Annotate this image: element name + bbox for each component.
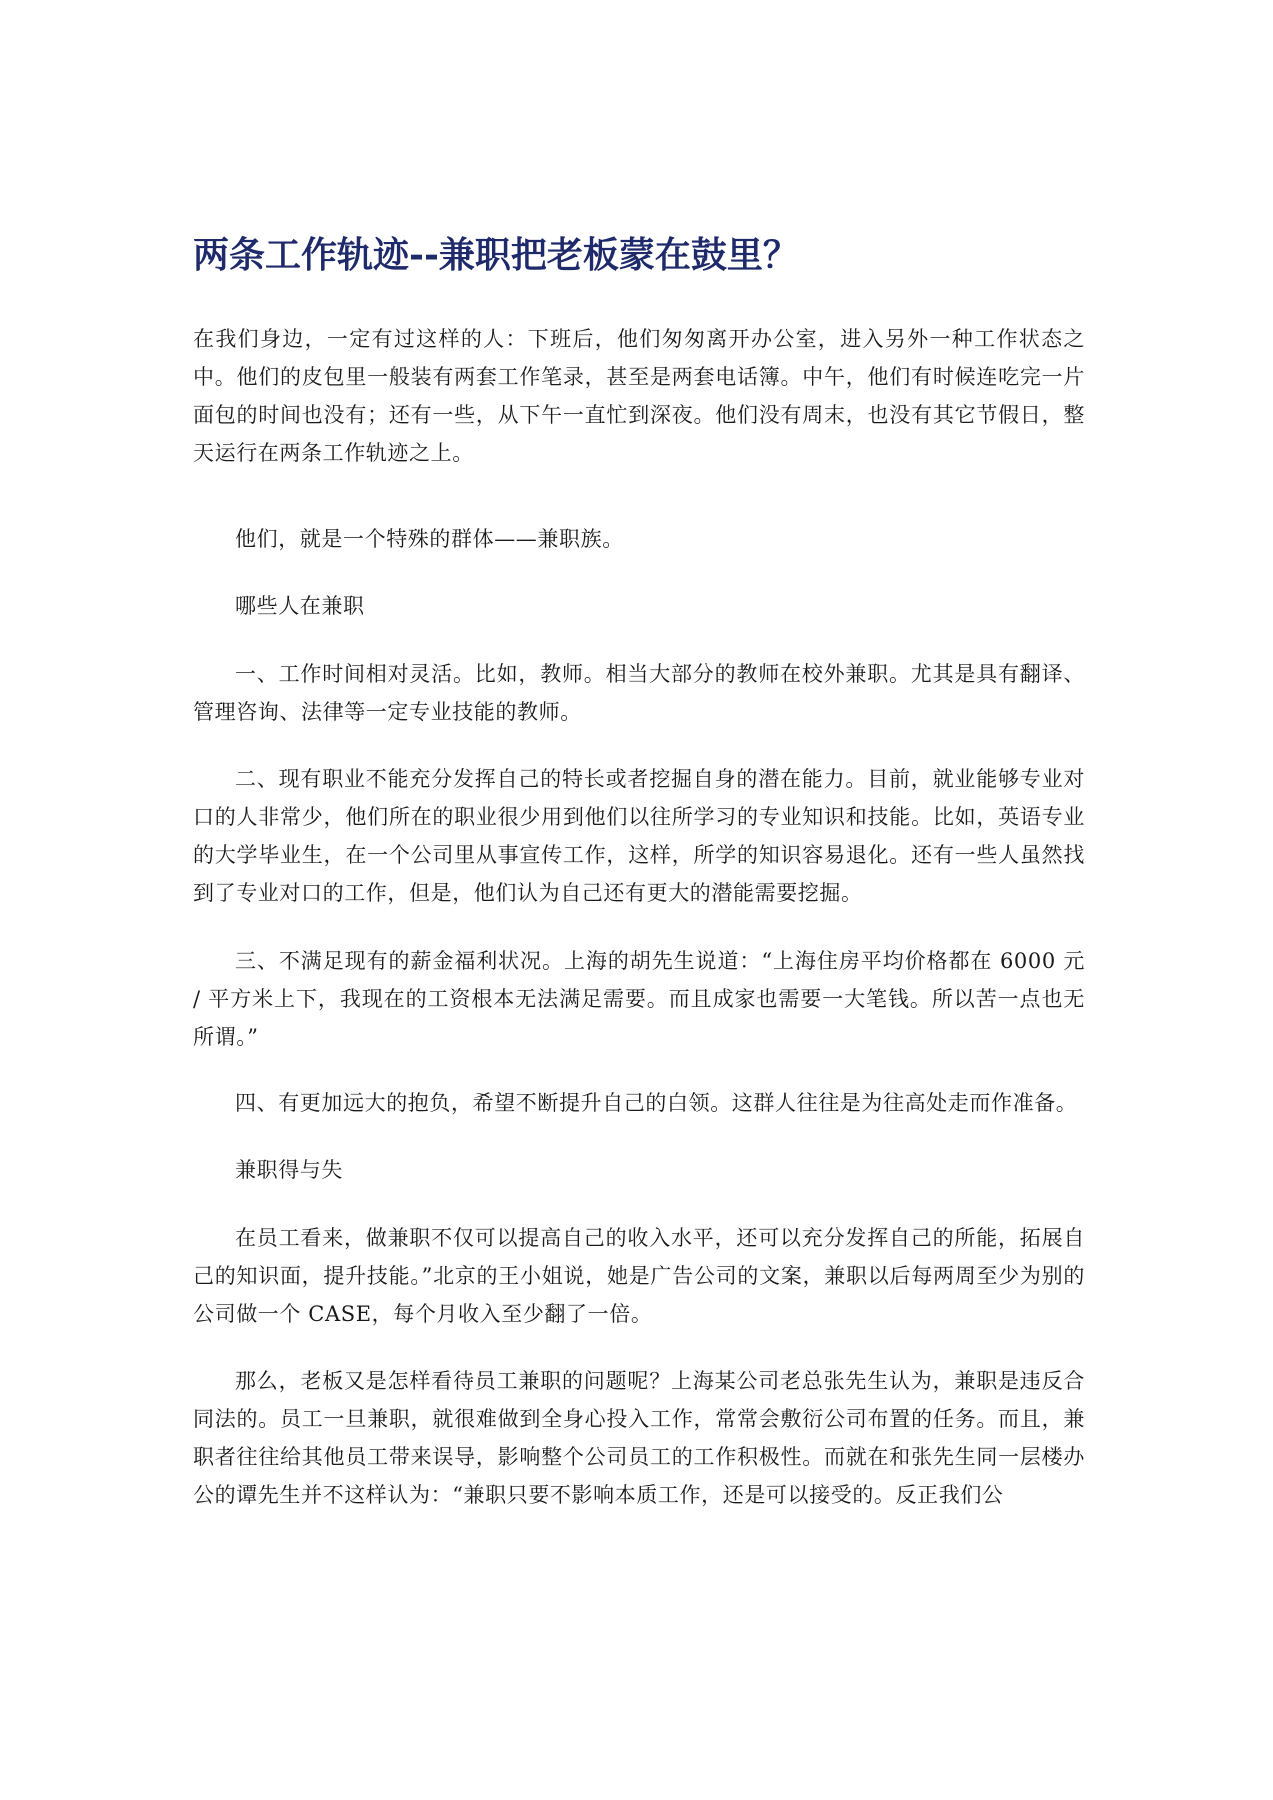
paragraph-boss-view: 那么，老板又是怎样看待员工兼职的问题呢？上海某公司老总张先生认为，兼职是违反合同法的。员工一旦兼职，就很难做到全身心投入工作，常常会敷衍公司布置的任务。而且，兼职者往往给其他员工带来误导，影响整个公司员工的工作积极性。而就在和张先生同一层楼办公的谭先生并不这样认为：“兼职只要不影响本质工作，还是可以接受的。反正我们公 bbox=[193, 1369, 1085, 1507]
section-heading-who: 哪些人在兼职 bbox=[235, 594, 365, 618]
paragraph-group-definition: 他们，就是一个特殊的群体——兼职族。 bbox=[235, 527, 624, 551]
document-title: 两条工作轨迹--兼职把老板蒙在鼓里？ bbox=[193, 234, 799, 276]
section-heading-gain-loss: 兼职得与失 bbox=[235, 1158, 343, 1182]
paragraph-reason-2: 二、现有职业不能充分发挥自己的特长或者挖掘自身的潜在能力。目前，就业能够专业对口的人非常少，他们所在的职业很少用到他们以往所学习的专业知识和技能。比如，英语专业的大学毕业生，在一个公司里从事宣传工作，这样，所学的知识容易退化。还有一些人虽然找到了专业对口的工作，但是，他们认为自己还有更大的潜能需要挖掘。 bbox=[193, 767, 1085, 905]
paragraph-reason-3: 三、不满足现有的薪金福利状况。上海的胡先生说道：“上海住房平均价格都在 6000 元 / 平方米上下，我现在的工资根本无法满足需要。而且成家也需要一大笔钱。所以苦一点也无所谓。” bbox=[193, 949, 1085, 1049]
paragraph-employee-view: 在员工看来，做兼职不仅可以提高自己的收入水平，还可以充分发挥自己的所能，拓展自己的知识面，提升技能。”北京的王小姐说，她是广告公司的文案，兼职以后每两周至少为别的公司做一个 CASE，每个月收入至少翻了一倍。 bbox=[193, 1226, 1085, 1326]
paragraph-reason-1: 一、工作时间相对灵活。比如，教师。相当大部分的教师在校外兼职。尤其是具有翻译、管理咨询、法律等一定专业技能的教师。 bbox=[193, 662, 1085, 724]
paragraph-reason-4: 四、有更加远大的抱负，希望不断提升自己的白领。这群人往往是为往高处走而作准备。 bbox=[235, 1091, 1078, 1115]
paragraph-intro: 在我们身边，一定有过这样的人：下班后，他们匆匆离开办公室，进入另外一种工作状态之中。他们的皮包里一般装有两套工作笔录，甚至是两套电话簿。中午，他们有时候连吃完一片面包的时间也没有；还有一些，从下午一直忙到深夜。他们没有周末，也没有其它节假日，整天运行在两条工作轨迹之上。 bbox=[193, 327, 1085, 465]
